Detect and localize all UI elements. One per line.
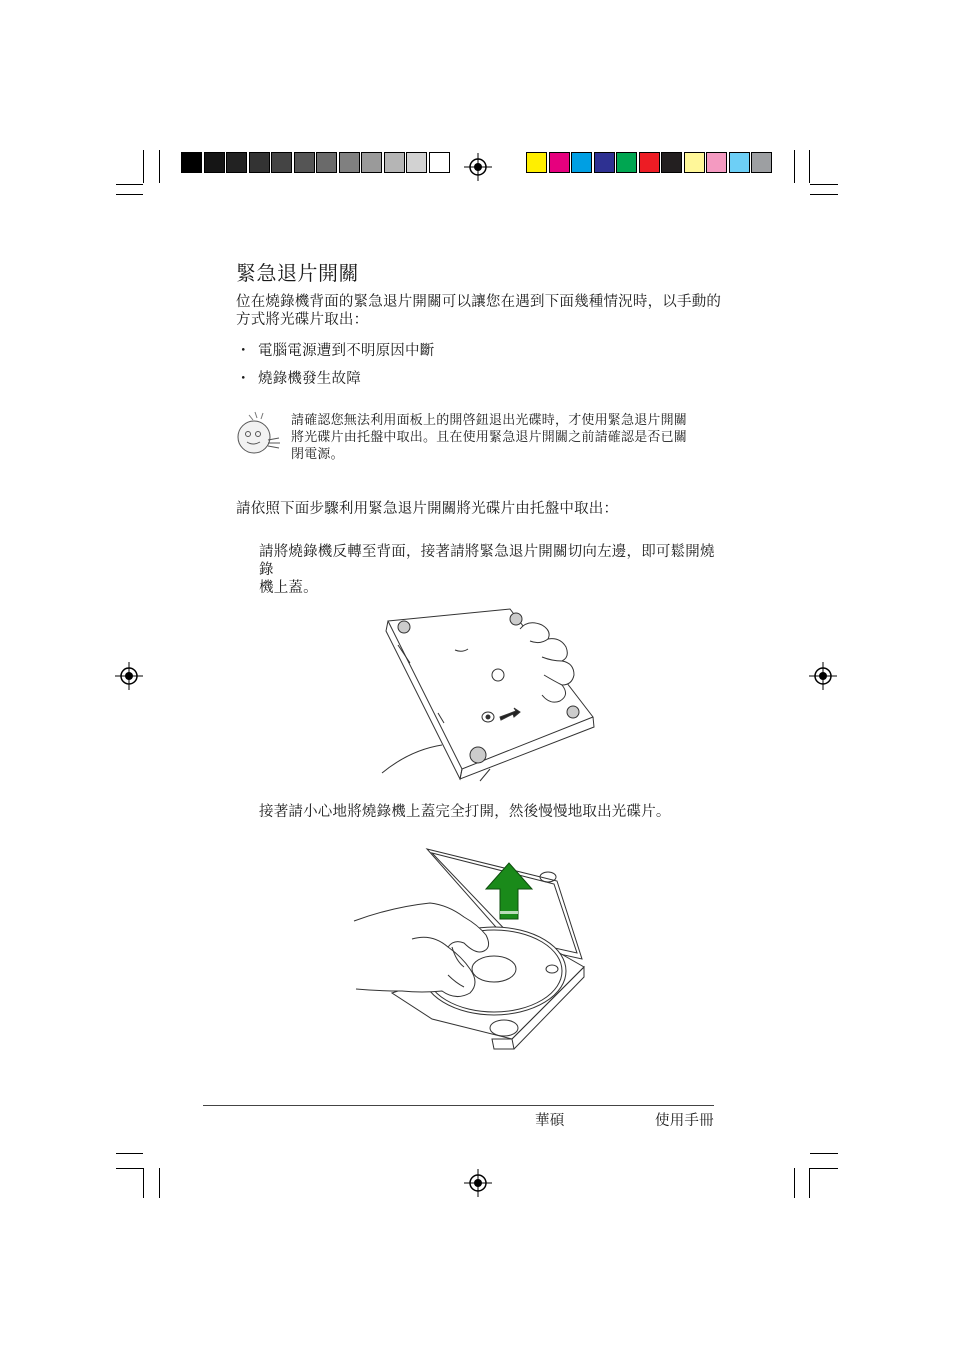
instruction-text: 請依照下面步驟利用緊急退片開關將光碟片由托盤中取出：	[236, 501, 619, 517]
color-swatch	[684, 152, 705, 173]
color-swatch	[571, 152, 592, 173]
color-swatch	[181, 152, 202, 173]
bullet-marker: ・	[236, 371, 251, 387]
color-swatch	[204, 152, 225, 173]
note-line: 閉電源。	[291, 447, 344, 462]
step-line: 機上蓋。	[259, 580, 318, 596]
color-swatch	[361, 152, 382, 173]
stop-hand-icon	[235, 410, 283, 458]
color-swatch	[729, 152, 750, 173]
intro-paragraph	[236, 293, 726, 329]
step-line: 請將燒錄機反轉至背面，接著請將緊急退片開關切向左邊，即可鬆開燒錄	[259, 544, 715, 578]
bullet-marker: ・	[236, 343, 251, 359]
color-swatch	[751, 152, 772, 173]
color-swatch	[429, 152, 450, 173]
list-item-text: 電腦電源遭到不明原因中斷	[258, 343, 435, 359]
footer-rule	[203, 1105, 714, 1106]
color-swatch	[249, 152, 270, 173]
color-swatch	[339, 152, 360, 173]
color-swatch	[706, 152, 727, 173]
color-swatch	[549, 152, 570, 173]
footer-manual-title: 使用手冊	[655, 1113, 714, 1129]
color-swatch	[639, 152, 660, 173]
registration-mark-icon	[114, 661, 144, 691]
note-text	[291, 412, 711, 463]
registration-mark-icon	[808, 661, 838, 691]
list-item	[236, 370, 361, 388]
page-title: 緊急退片開關	[236, 261, 359, 285]
color-swatch	[594, 152, 615, 173]
color-swatch	[384, 152, 405, 173]
color-swatch	[226, 152, 247, 173]
registration-mark-icon	[463, 152, 493, 182]
drive-back-illustration	[380, 605, 600, 785]
step-1-text	[259, 543, 729, 597]
color-swatch	[616, 152, 637, 173]
registration-mark-icon	[463, 1168, 493, 1198]
footer-brand: 華碩	[535, 1113, 565, 1129]
intro-line: 方式將光碟片取出：	[236, 312, 369, 328]
color-swatch	[406, 152, 427, 173]
remove-disc-illustration	[352, 843, 592, 1058]
color-swatch	[271, 152, 292, 173]
color-swatch	[316, 152, 337, 173]
list-item-text: 燒錄機發生故障	[258, 371, 361, 387]
list-item	[236, 342, 434, 360]
color-swatch	[661, 152, 682, 173]
color-swatch	[526, 152, 547, 173]
intro-line: 位在燒錄機背面的緊急退片開關可以讓您在遇到下面幾種情況時，以手動的	[236, 294, 722, 310]
note-line: 請確認您無法利用面板上的開啓鈕退出光碟時，才使用緊急退片開關	[291, 413, 688, 428]
note-line: 將光碟片由托盤中取出。且在使用緊急退片開關之前請確認是否已關	[291, 430, 688, 445]
color-swatch	[294, 152, 315, 173]
step-2-text: 接著請小心地將燒錄機上蓋完全打開，然後慢慢地取出光碟片。	[259, 804, 671, 820]
